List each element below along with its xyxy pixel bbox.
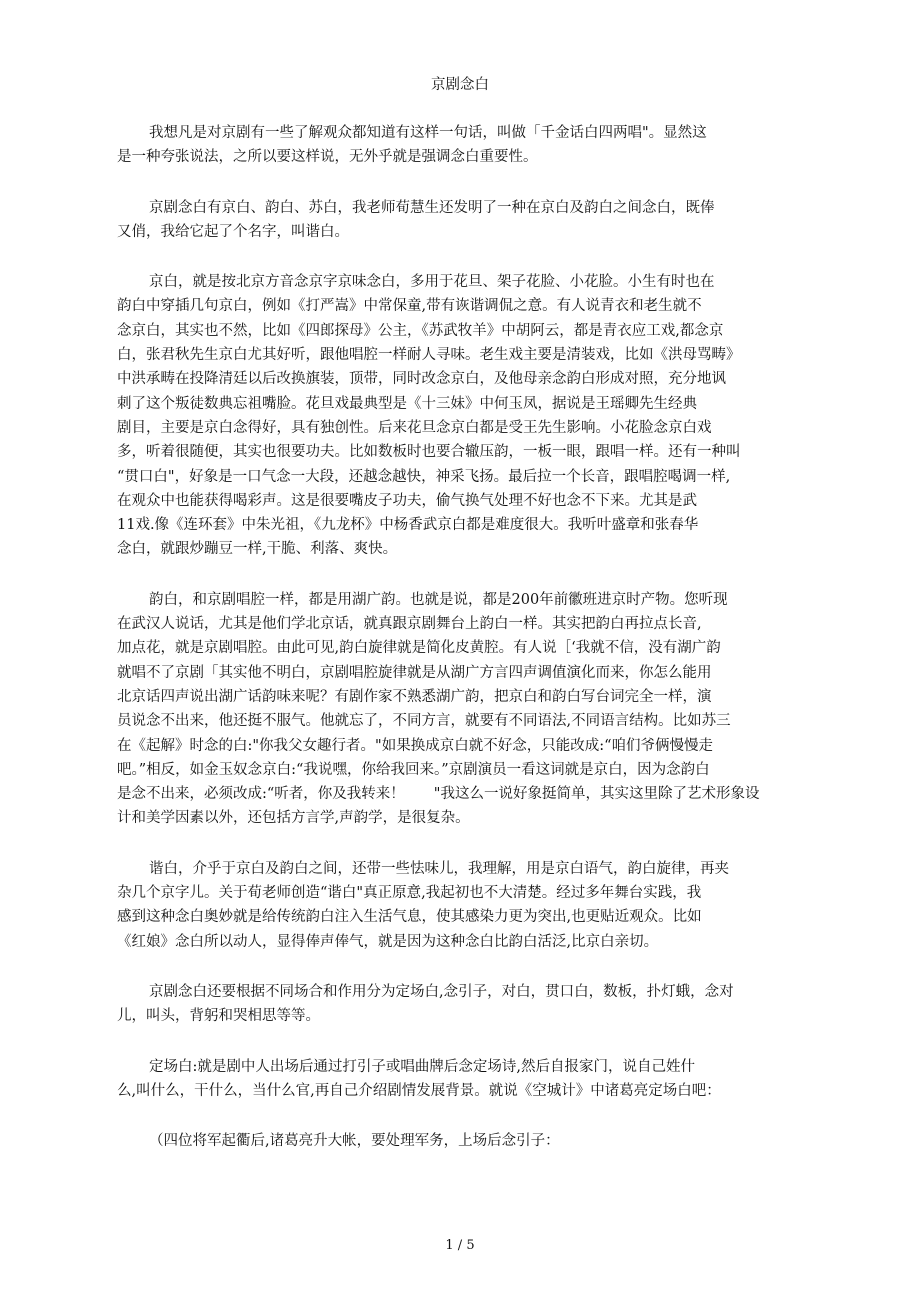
text-line: 杂几个京字儿。关于荀老师创造“谐白"真正原意,我起初也不大清楚。经过多年舞台实践，我 [117,885,702,902]
text-line: 是一种夸张说法，之所以要这样说，无外乎就是强调念白重要性。 [117,149,538,166]
text-line: 在《起解》时念的白:"你我父女趣行者。"如果换成京白就不好念，只能改成:“咱们爷俩慢慢走 [117,737,714,754]
text-line: 计和美学因素以外，还包括方言学,声韵学，是很复杂。 [117,810,470,827]
text-line: 谐白，介乎于京白及韵白之间，还带一些怯味儿，我理解，用是京白语气，韵白旋律，再夹 [149,860,729,877]
text-line: 11戏.像《连环套》中朱光祖，《九龙杯》中杨香武京白都是难度很大。我听叶盛章和张春华 [117,517,699,534]
text-line: 刺了这个叛徒数典忘祖嘴脸。花旦戏最典型是《十三妹》中何玉凤，据说是王瑶卿先生经典 [117,395,697,412]
text-line: 念京白，其实也不然，比如《四郎探母》公主，《苏武牧羊》中胡阿云，都是青衣应工戏,都念京 [117,322,724,339]
text-line: 白，张君秋先生京白尤其好听，跟他唱腔一样耐人寻味。老生戏主要是清装戏，比如《洪母骂畴》 [117,347,741,364]
text-line: “贯口白"，好象是一口气念一大段，还越念越快，神采飞扬。最后拉一个长音，跟唱腔喝调一样, [117,468,731,485]
text-line: 韵白，和京剧唱腔一样，都是用湖广韵。也就是说，都是200年前徽班进京时产物。您听现 [149,591,728,608]
paragraph [117,196,817,245]
paragraph [117,1055,817,1104]
text-line: 北京话四声说出湖广话韵味来呢？有剧作家不熟悉湖广韵，把京白和韵白写台词完全一样，演 [117,688,712,705]
text-line: 剧目，主要是京白念得好，具有独创性。后来花旦念京白都是受王先生影响。小花脸念京白戏 [117,419,712,436]
text-line: （四位将军起衢后,诸葛亮升大帐，要处理军务，上场后念引子： [149,1133,560,1150]
text-line: 京剧念白有京白、韵白、苏白，我老师荀慧生还发明了一种在京白及韵白之间念白，既俸 [149,199,715,216]
text-line: 我想凡是对京剧有一些了解观众都知道有这样一句话，叫做「千金话白四两唱"。显然这 [149,125,707,141]
text-line: 在观众中也能获得喝彩声。这是很要嘴皮子功夫，偷气换气处理不好也念不下来。尤其是武 [117,492,697,509]
paragraph [117,270,817,562]
paragraph [117,980,817,1029]
text-line: 在武汉人说话，尤其是他们学北京话，就真跟京剧舞台上韵白一样。其实把韵白再拉点长音, [117,616,702,633]
text-line: 吧。”相反，如金玉奴念京白:“我说嘿，你给我回来。”京剧演员一看这词就是京白，因为念韵白 [117,761,710,778]
text-line: 念白，就跟炒蹦豆一样,干脆、利落、爽快。 [117,541,398,558]
text-line: 儿，叫头，背躬和哭相思等等。 [117,1008,320,1025]
text-line: 定场白:就是剧中人出场后通过打引子或唱曲牌后念定场诗,然后自报家门，说自己姓什 [149,1058,695,1075]
text-line: 《红娘》念白所以动人，显得俸声俸气，就是因为这种念白比韵白活泛,比京白亲切。 [117,933,659,950]
text-line: 京剧念白还要根据不同场合和作用分为定场白,念引子，对白，贯口白，数板，扑灯蛾，念对 [149,983,734,1000]
document-title: 京剧念白 [431,77,489,93]
text-line: 韵白中穿插几句京白，例如《打严嵩》中常保童,带有诙谐调侃之意。有人说青衣和老生就不 [117,298,702,315]
text-line: 又俏，我给它起了个名字，叫谐白。 [117,223,349,240]
text-line: 加点花，就是京剧唱腔。由此可见,韵白旋律就是简化皮黄腔。有人说［‘我就不信，没有湖广韵 [117,640,721,657]
text-line: 么,叫什么，干什么，当什么官,再自己介绍剧情发展背景。就说《空城计》中诸葛亮定场白吧： [117,1082,721,1099]
text-line: 就唱不了京剧「其实他不明白，京剧唱腔旋律就是从湖广方言四声调值演化而来，你怎么能用 [117,664,712,681]
page-number: 1 / 5 [445,1238,475,1253]
document-body [117,121,817,1179]
text-line: 京白，就是按北京方音念京字京味念白，多用于花旦、架子花脸、小花脸。小生有时也在 [149,274,715,291]
paragraph [117,1129,817,1153]
text-line: 员说念不出来，他还挺不服气。他就忘了，不同方言，就要有不同语法,不同语言结构。比如苏三 [117,713,731,730]
text-line: 中洪承畴在投降清廷以后改换旗装，顶带，同时改念京白，及他母亲念韵白形成对照，充分地讽 [117,371,726,388]
paragraph [117,588,817,831]
paragraph [117,857,817,954]
paragraph [117,121,817,170]
text-line: 是念不出来，必须改成:“听者，你及我转来！ "我这么一说好象挺简单，其实这里除了艺术形象设 [117,786,760,803]
text-line: 多，听着很随便，其实也很要功夫。比如数板时也要合辙压韵，一板一眼，跟唱一样。还有一种叫 [117,444,741,461]
text-line: 感到这种念白奥妙就是给传统韵白注入生活气息，使其感染力更为突出,也更贴近观众。比如 [117,909,702,926]
